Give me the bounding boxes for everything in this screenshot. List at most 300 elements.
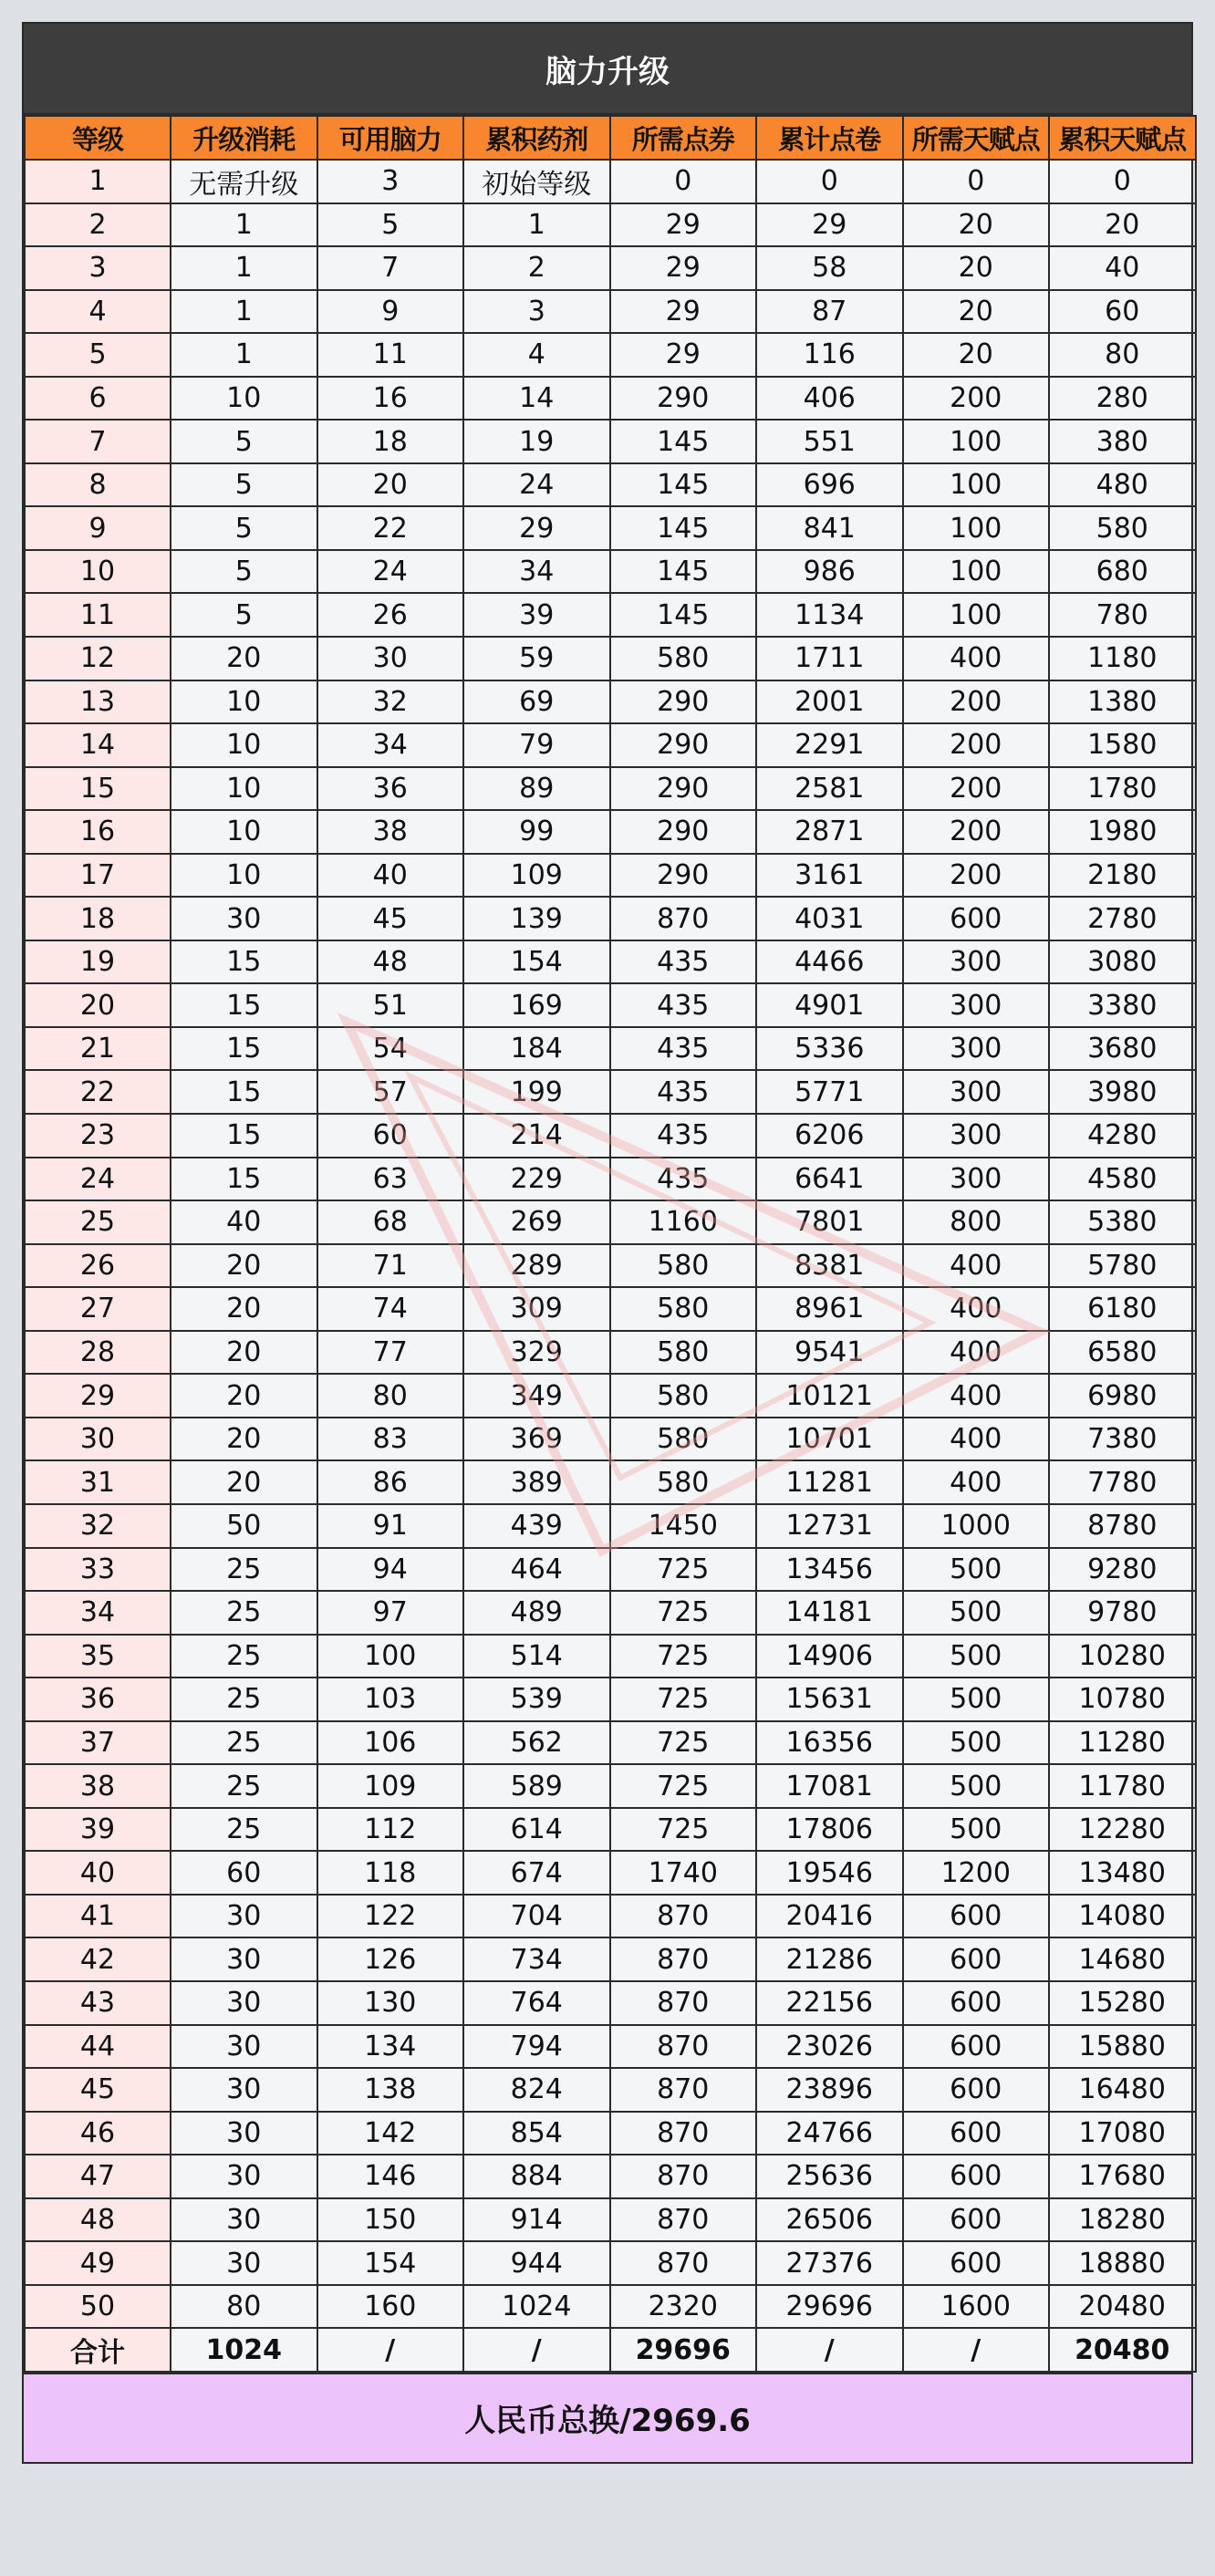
value-cell: 15	[171, 1027, 317, 1071]
table-row	[25, 506, 1196, 550]
level-cell: 7	[25, 420, 171, 463]
value-cell: 32	[317, 680, 464, 724]
total-value: /	[756, 2328, 903, 2372]
header-upgrade-cost: 升级消耗	[171, 116, 317, 160]
value-cell: 58	[756, 246, 903, 290]
value-cell: 20	[171, 1460, 317, 1504]
value-cell: 30	[171, 2068, 317, 2112]
value-cell: 145	[610, 420, 757, 463]
total-value: /	[463, 2328, 610, 2372]
value-cell: 435	[610, 940, 757, 984]
value-cell: 435	[610, 1158, 757, 1201]
value-cell: 289	[463, 1244, 610, 1288]
value-cell: 154	[317, 2241, 464, 2285]
value-cell: 9280	[1049, 1548, 1196, 1592]
value-cell: 30	[171, 2241, 317, 2285]
value-cell: 29	[610, 246, 757, 290]
table-row	[25, 1418, 1196, 1461]
value-cell: 34	[463, 550, 610, 594]
value-cell: 25	[171, 1591, 317, 1635]
table-row	[25, 1158, 1196, 1201]
value-cell: 6641	[756, 1158, 903, 1201]
value-cell: 5771	[756, 1070, 903, 1114]
value-cell: 764	[463, 1981, 610, 2025]
value-cell: 2320	[610, 2285, 757, 2329]
value-cell: 100	[903, 420, 1050, 463]
value-cell: 17081	[756, 1764, 903, 1808]
value-cell: 1134	[756, 593, 903, 637]
level-cell: 31	[25, 1460, 171, 1504]
value-cell: 14680	[1049, 1937, 1196, 1981]
value-cell: 500	[903, 1764, 1050, 1808]
table-row	[25, 290, 1196, 334]
value-cell: 614	[463, 1808, 610, 1852]
table-row	[25, 1244, 1196, 1288]
level-cell: 34	[25, 1591, 171, 1635]
value-cell: 22156	[756, 1981, 903, 2025]
value-cell: 13480	[1049, 1851, 1196, 1895]
value-cell: 580	[610, 1287, 757, 1331]
value-cell: 300	[903, 1027, 1050, 1071]
value-cell: 10780	[1049, 1678, 1196, 1721]
value-cell: 30	[317, 637, 464, 680]
value-cell: 34	[317, 723, 464, 767]
value-cell: 780	[1049, 593, 1196, 637]
value-cell: 4901	[756, 983, 903, 1027]
table-row	[25, 1200, 1196, 1244]
value-cell: 20	[171, 1244, 317, 1288]
table-row	[25, 940, 1196, 984]
value-cell: 25	[171, 1808, 317, 1852]
table-row	[25, 377, 1196, 421]
value-cell: 0	[903, 160, 1050, 203]
value-cell: 68	[317, 1200, 464, 1244]
value-cell: 100	[903, 593, 1050, 637]
value-cell: 725	[610, 1678, 757, 1721]
value-cell: 300	[903, 1070, 1050, 1114]
value-cell: 94	[317, 1548, 464, 1592]
table-row	[25, 2285, 1196, 2329]
value-cell: 23026	[756, 2025, 903, 2069]
value-cell: 500	[903, 1635, 1050, 1678]
value-cell: 10	[171, 767, 317, 811]
level-cell: 50	[25, 2285, 171, 2329]
value-cell: 79	[463, 723, 610, 767]
table-body	[25, 160, 1196, 2372]
level-cell: 42	[25, 1937, 171, 1981]
table-row	[25, 810, 1196, 854]
level-cell: 32	[25, 1504, 171, 1548]
value-cell: 986	[756, 550, 903, 594]
value-cell: 580	[1049, 506, 1196, 550]
level-cell: 35	[25, 1635, 171, 1678]
value-cell: 309	[463, 1287, 610, 1331]
level-cell: 17	[25, 854, 171, 898]
table-row	[25, 1895, 1196, 1938]
value-cell: 118	[317, 1851, 464, 1895]
value-cell: 870	[610, 2068, 757, 2112]
level-cell: 48	[25, 2198, 171, 2242]
value-cell: 11780	[1049, 1764, 1196, 1808]
value-cell: 116	[756, 333, 903, 377]
value-cell: 23896	[756, 2068, 903, 2112]
value-cell: 4	[463, 333, 610, 377]
value-cell: 30	[171, 2025, 317, 2069]
value-cell: 580	[610, 1331, 757, 1375]
value-cell: 30	[171, 1981, 317, 2025]
table-row	[25, 897, 1196, 940]
value-cell: 18	[317, 420, 464, 463]
value-cell: 5	[171, 463, 317, 507]
value-cell: 20	[171, 1374, 317, 1418]
value-cell: 14181	[756, 1591, 903, 1635]
value-cell: 20480	[1049, 2285, 1196, 2329]
level-cell: 25	[25, 1200, 171, 1244]
value-cell: 435	[610, 1027, 757, 1071]
value-cell: 7780	[1049, 1460, 1196, 1504]
table-row	[25, 1460, 1196, 1504]
value-cell: 1780	[1049, 767, 1196, 811]
header-available-brainpower: 可用脑力	[317, 116, 464, 160]
value-cell: 29	[463, 506, 610, 550]
table-row	[25, 2068, 1196, 2112]
rmb-total-footer: 人民币总换/2969.6	[24, 2373, 1191, 2462]
value-cell: 5336	[756, 1027, 903, 1071]
upgrade-table	[24, 115, 1197, 2373]
table-row	[25, 333, 1196, 377]
value-cell: 80	[171, 2285, 317, 2329]
total-value: /	[317, 2328, 464, 2372]
table-row	[25, 723, 1196, 767]
value-cell: 20	[171, 1287, 317, 1331]
value-cell: 50	[171, 1504, 317, 1548]
value-cell: 80	[1049, 333, 1196, 377]
value-cell: 11	[317, 333, 464, 377]
value-cell: 30	[171, 1937, 317, 1981]
value-cell: 30	[171, 2155, 317, 2198]
value-cell: 15280	[1049, 1981, 1196, 2025]
value-cell: 290	[610, 680, 757, 724]
value-cell: 25	[171, 1721, 317, 1765]
value-cell: 1160	[610, 1200, 757, 1244]
level-cell: 20	[25, 983, 171, 1027]
value-cell: 60	[317, 1114, 464, 1158]
level-cell: 10	[25, 550, 171, 594]
value-cell: 600	[903, 897, 1050, 940]
value-cell: 1024	[463, 2285, 610, 2329]
value-cell: 126	[317, 1937, 464, 1981]
table-row	[25, 2112, 1196, 2155]
value-cell: 4031	[756, 897, 903, 940]
value-cell: 704	[463, 1895, 610, 1938]
level-cell: 28	[25, 1331, 171, 1375]
table-row	[25, 420, 1196, 463]
value-cell: 10	[171, 377, 317, 421]
value-cell: 112	[317, 1808, 464, 1852]
value-cell: 514	[463, 1635, 610, 1678]
value-cell: 5	[171, 420, 317, 463]
value-cell: 24	[317, 550, 464, 594]
value-cell: 870	[610, 2198, 757, 2242]
value-cell: 435	[610, 983, 757, 1027]
value-cell: 1	[171, 246, 317, 290]
table-row	[25, 203, 1196, 247]
value-cell: 870	[610, 2155, 757, 2198]
value-cell: 562	[463, 1721, 610, 1765]
value-cell: 11280	[1049, 1721, 1196, 1765]
upgrade-table-sheet	[22, 22, 1193, 2464]
value-cell: 27376	[756, 2241, 903, 2285]
level-cell: 15	[25, 767, 171, 811]
value-cell: 39	[463, 593, 610, 637]
value-cell: 15880	[1049, 2025, 1196, 2069]
value-cell: 20	[317, 463, 464, 507]
value-cell: 600	[903, 2155, 1050, 2198]
table-row	[25, 1981, 1196, 2025]
value-cell: 1180	[1049, 637, 1196, 680]
value-cell: 145	[610, 463, 757, 507]
value-cell: 20	[903, 203, 1050, 247]
value-cell: 870	[610, 1895, 757, 1938]
value-cell: 3080	[1049, 940, 1196, 984]
value-cell: 200	[903, 810, 1050, 854]
value-cell: 589	[463, 1764, 610, 1808]
value-cell: 3	[463, 290, 610, 334]
table-row	[25, 2155, 1196, 2198]
value-cell: 841	[756, 506, 903, 550]
level-cell: 12	[25, 637, 171, 680]
value-cell: 138	[317, 2068, 464, 2112]
value-cell: 29	[756, 203, 903, 247]
value-cell: 160	[317, 2285, 464, 2329]
value-cell: 29	[610, 333, 757, 377]
value-cell: 0	[610, 160, 757, 203]
level-cell: 43	[25, 1981, 171, 2025]
level-cell: 36	[25, 1678, 171, 1721]
table-row	[25, 2025, 1196, 2069]
value-cell: 100	[317, 1635, 464, 1678]
table-row	[25, 2198, 1196, 2242]
value-cell: 7380	[1049, 1418, 1196, 1461]
value-cell: 109	[317, 1764, 464, 1808]
value-cell: 30	[171, 1895, 317, 1938]
value-cell: 59	[463, 637, 610, 680]
table-title: 脑力升级	[24, 24, 1191, 115]
table-row	[25, 1937, 1196, 1981]
value-cell: 3980	[1049, 1070, 1196, 1114]
value-cell: 20	[171, 1418, 317, 1461]
level-cell: 41	[25, 1895, 171, 1938]
value-cell: 2	[463, 246, 610, 290]
value-cell: 439	[463, 1504, 610, 1548]
level-cell: 44	[25, 2025, 171, 2069]
level-cell: 8	[25, 463, 171, 507]
value-cell: 100	[903, 506, 1050, 550]
value-cell: 18280	[1049, 2198, 1196, 2242]
value-cell: 199	[463, 1070, 610, 1114]
value-cell: 24766	[756, 2112, 903, 2155]
total-value: 1024	[171, 2328, 317, 2372]
value-cell: 400	[903, 1460, 1050, 1504]
value-cell: 139	[463, 897, 610, 940]
value-cell: 500	[903, 1808, 1050, 1852]
table-row	[25, 680, 1196, 724]
value-cell: 122	[317, 1895, 464, 1938]
value-cell: 16356	[756, 1721, 903, 1765]
value-cell: 290	[610, 854, 757, 898]
value-cell: 25	[171, 1764, 317, 1808]
level-cell: 37	[25, 1721, 171, 1765]
value-cell: 6206	[756, 1114, 903, 1158]
level-cell: 9	[25, 506, 171, 550]
value-cell: 54	[317, 1027, 464, 1071]
header-level: 等级	[25, 116, 171, 160]
value-cell: 17680	[1049, 2155, 1196, 2198]
value-cell: 100	[903, 463, 1050, 507]
level-cell: 45	[25, 2068, 171, 2112]
value-cell: 5	[171, 550, 317, 594]
value-cell: 870	[610, 2241, 757, 2285]
value-cell: 725	[610, 1635, 757, 1678]
level-cell: 33	[25, 1548, 171, 1592]
value-cell: 8381	[756, 1244, 903, 1288]
value-cell: 435	[610, 1070, 757, 1114]
value-cell: 480	[1049, 463, 1196, 507]
value-cell: 12731	[756, 1504, 903, 1548]
value-cell: 184	[463, 1027, 610, 1071]
value-cell: 600	[903, 2068, 1050, 2112]
header-cumulative-talent: 累积天赋点	[1049, 116, 1196, 160]
value-cell: 26506	[756, 2198, 903, 2242]
table-row	[25, 1721, 1196, 1765]
value-cell: 1740	[610, 1851, 757, 1895]
value-cell: 600	[903, 2241, 1050, 2285]
total-value: 29696	[610, 2328, 757, 2372]
table-row	[25, 767, 1196, 811]
value-cell: 389	[463, 1460, 610, 1504]
level-cell: 27	[25, 1287, 171, 1331]
table-row	[25, 1548, 1196, 1592]
value-cell: 600	[903, 2025, 1050, 2069]
value-cell: 600	[903, 1895, 1050, 1938]
value-cell: 10	[171, 680, 317, 724]
value-cell: 36	[317, 767, 464, 811]
table-row	[25, 1851, 1196, 1895]
level-cell: 40	[25, 1851, 171, 1895]
value-cell: 6580	[1049, 1331, 1196, 1375]
level-cell: 21	[25, 1027, 171, 1071]
value-cell: 10701	[756, 1418, 903, 1461]
value-cell: 696	[756, 463, 903, 507]
value-cell: 674	[463, 1851, 610, 1895]
level-cell: 23	[25, 1114, 171, 1158]
value-cell: 600	[903, 2112, 1050, 2155]
level-cell: 46	[25, 2112, 171, 2155]
value-cell: 145	[610, 550, 757, 594]
value-cell: 10280	[1049, 1635, 1196, 1678]
value-cell: 16480	[1049, 2068, 1196, 2112]
value-cell: 106	[317, 1721, 464, 1765]
value-cell: 18880	[1049, 2241, 1196, 2285]
value-cell: 406	[756, 377, 903, 421]
value-cell: 6980	[1049, 1374, 1196, 1418]
value-cell: 20	[903, 290, 1050, 334]
value-cell: 4580	[1049, 1158, 1196, 1201]
level-cell: 29	[25, 1374, 171, 1418]
value-cell: 2871	[756, 810, 903, 854]
value-cell: 5	[171, 593, 317, 637]
level-cell: 1	[25, 160, 171, 203]
total-value: /	[903, 2328, 1050, 2372]
value-cell: 11281	[756, 1460, 903, 1504]
value-cell: 214	[463, 1114, 610, 1158]
value-cell: 1	[171, 203, 317, 247]
value-cell: 17806	[756, 1808, 903, 1852]
value-cell: 300	[903, 1158, 1050, 1201]
table-row	[25, 1374, 1196, 1418]
value-cell: 290	[610, 810, 757, 854]
level-cell: 18	[25, 897, 171, 940]
value-cell: 580	[610, 637, 757, 680]
value-cell: 725	[610, 1548, 757, 1592]
value-cell: 74	[317, 1287, 464, 1331]
value-cell: 20	[171, 1331, 317, 1375]
value-cell: 824	[463, 2068, 610, 2112]
value-cell: 20	[171, 637, 317, 680]
value-cell: 51	[317, 983, 464, 1027]
value-cell: 4280	[1049, 1114, 1196, 1158]
value-cell: 24	[463, 463, 610, 507]
value-cell: 99	[463, 810, 610, 854]
value-cell: 794	[463, 2025, 610, 2069]
value-cell: 22	[317, 506, 464, 550]
level-cell: 38	[25, 1764, 171, 1808]
value-cell: 20	[1049, 203, 1196, 247]
value-cell: 600	[903, 1981, 1050, 2025]
value-cell: 15	[171, 1070, 317, 1114]
header-cumulative-potion: 累积药剂	[463, 116, 610, 160]
value-cell: 914	[463, 2198, 610, 2242]
value-cell: 146	[317, 2155, 464, 2198]
value-cell: 400	[903, 1374, 1050, 1418]
value-cell: 680	[1049, 550, 1196, 594]
value-cell: 5	[171, 506, 317, 550]
value-cell: 300	[903, 983, 1050, 1027]
value-cell: 870	[610, 2112, 757, 2155]
value-cell: 269	[463, 1200, 610, 1244]
table-row	[25, 1504, 1196, 1548]
value-cell: 290	[610, 767, 757, 811]
value-cell: 500	[903, 1721, 1050, 1765]
value-cell: 464	[463, 1548, 610, 1592]
value-cell: 2291	[756, 723, 903, 767]
value-cell: 200	[903, 854, 1050, 898]
value-cell: 80	[317, 1374, 464, 1418]
value-cell: 489	[463, 1591, 610, 1635]
value-cell: 3680	[1049, 1027, 1196, 1071]
value-cell: 500	[903, 1678, 1050, 1721]
value-cell: 83	[317, 1418, 464, 1461]
value-cell: 100	[903, 550, 1050, 594]
value-cell: 580	[610, 1374, 757, 1418]
value-cell: 29	[610, 290, 757, 334]
value-cell: 854	[463, 2112, 610, 2155]
value-cell: 1	[463, 203, 610, 247]
value-cell: 150	[317, 2198, 464, 2242]
value-cell: 14	[463, 377, 610, 421]
value-cell: 2581	[756, 767, 903, 811]
value-cell: 229	[463, 1158, 610, 1201]
